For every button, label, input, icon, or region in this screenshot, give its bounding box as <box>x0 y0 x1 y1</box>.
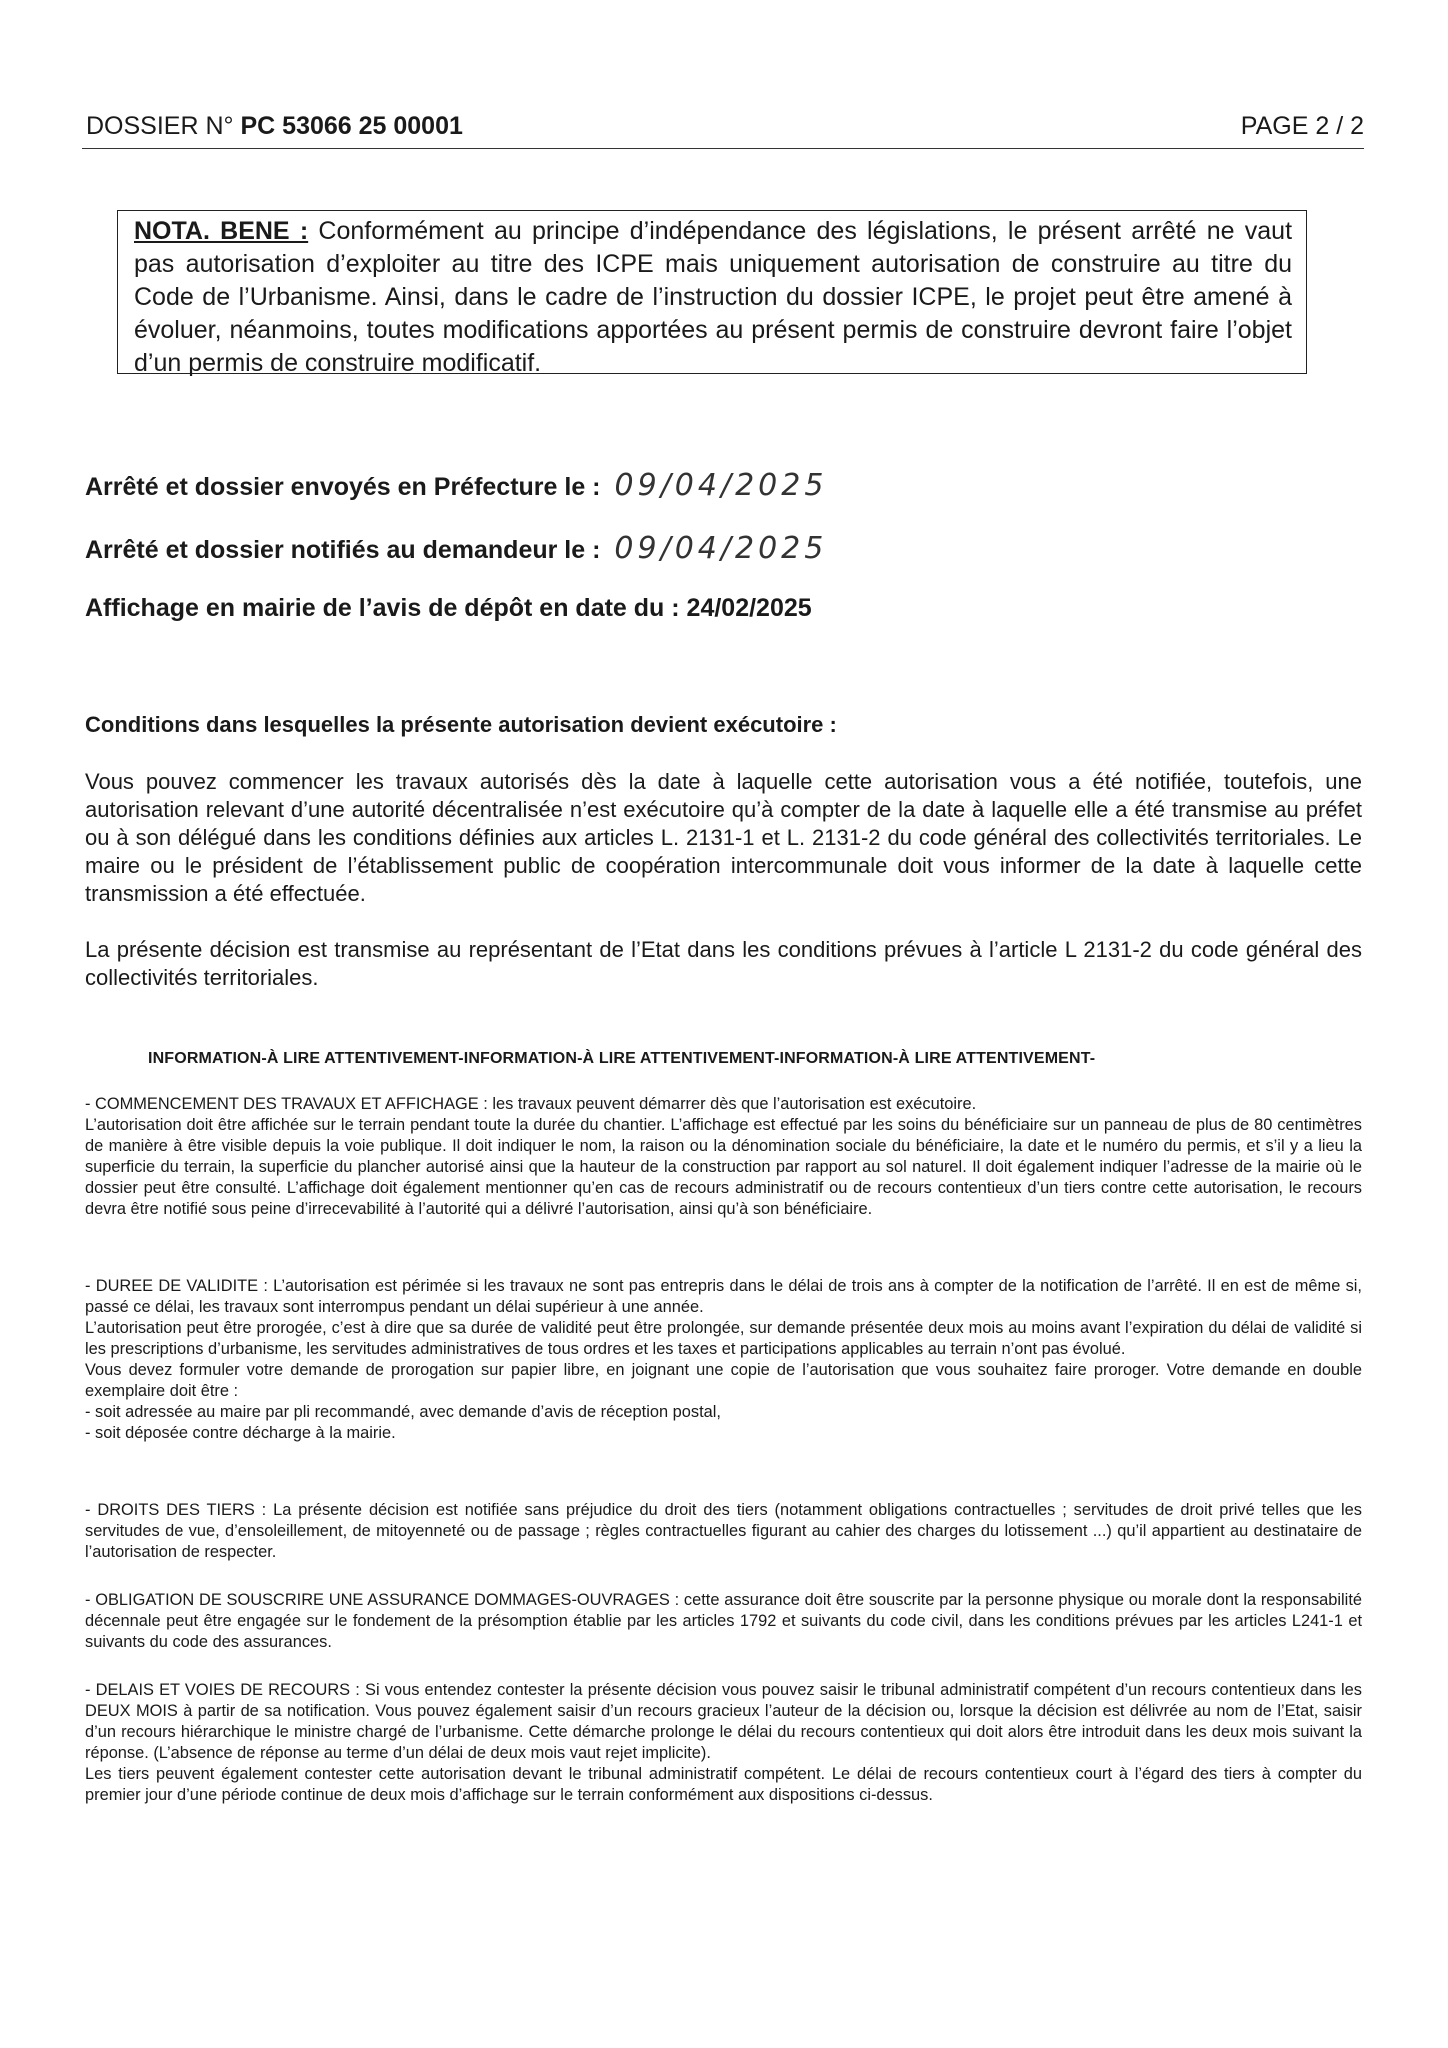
prefecture-label: Arrêté et dossier envoyés en Préfecture le : <box>85 473 601 501</box>
dossier-label: DOSSIER N° <box>86 112 234 140</box>
demandeur-date-handwritten: 09/04/2025 <box>614 531 828 566</box>
affichage-date: 24/02/2025 <box>686 594 812 622</box>
nota-bene-lead: NOTA. BENE : <box>134 217 309 245</box>
droits-tiers-section: - DROITS DES TIERS : La présente décision est notifiée sans préjudice du droit des tiers (notamment obligations contractuelles ; servitudes de droit privé telles que les servitudes de vue, d’ensoleillement, de mitoyenneté ou de passage ; règles contractuelles figurant au cahier des charges du lotissement ...) qu’il appartient au destinataire de l’autorisation de respecter. <box>85 1501 1362 1561</box>
conditions-title: Conditions dans lesquelles la présente autorisation devient exécutoire : <box>85 712 837 737</box>
dossier-number: PC 53066 25 00001 <box>240 112 463 140</box>
validite-demande: Vous devez formuler votre demande de prorogation sur papier libre, en joignant une copie de l’autorisation que vous souhaitez faire proroger. Votre demande en double exemplaire doit être : <box>85 1361 1362 1400</box>
validite-prorogation: L’autorisation peut être prorogée, c’est à dire que sa durée de validité peut être prolongée, sur demande présentée deux mois au moins avant l’expiration du délai de validité si les prescriptions d’urbanisme, les servitudes administratives de tous ordres et les taxes et participations applicables au terrain n’ont pas évolué. <box>85 1319 1362 1358</box>
assurance-section: - OBLIGATION DE SOUSCRIRE UNE ASSURANCE DOMMAGES-OUVRAGES : cette assurance doit être souscrite par la personne physique ou morale dont la responsabilité décennale peut être engagée sur le fondement de la présomption établie par les articles 1792 et suivants du code civil, dans les conditions prévues par les articles L241-1 et suivants du code des assurances. <box>85 1591 1362 1651</box>
validite-option-2: - soit déposée contre décharge à la mairie. <box>85 1424 396 1442</box>
validite-section <box>85 1276 1362 1444</box>
recours-text: - DELAIS ET VOIES DE RECOURS : Si vous entendez contester la présente décision vous pouvez saisir le tribunal administratif compétent d’un recours contentieux dans les DEUX MOIS à partir de sa notification. Vous pouvez également saisir d’un recours gracieux l’auteur de la décision ou, lorsque la décision est délivrée au nom de l’Etat, saisir d’un recours hiérarchique le ministre chargé de l’urbanisme. Cette démarche prolonge le délai du recours contentieux qui doit alors être introduit dans les deux mois suivant la réponse. (L’absence de réponse au terme d’un délai de deux mois vaut rejet implicite). <box>85 1681 1362 1762</box>
page-header <box>82 110 1364 149</box>
affichage-label: Affichage en mairie de l’avis de dépôt en date du : <box>85 594 680 622</box>
commencement-section <box>85 1094 1362 1220</box>
page-number: PAGE 2 / 2 <box>1240 112 1364 140</box>
recours-tiers-text: Les tiers peuvent également contester cette autorisation devant le tribunal administratif compétent. Le délai de recours contentieux court à l’égard des tiers à compter du premier jour d’une période continue de deux mois d’affichage sur le terrain conformément aux dispositions ci-dessus. <box>85 1765 1362 1804</box>
commencement-heading: - COMMENCEMENT DES TRAVAUX ET AFFICHAGE : les travaux peuvent démarrer dès que l’autorisation est exécutoire. <box>85 1095 977 1113</box>
nota-bene-box <box>117 210 1307 377</box>
affichage-line <box>85 594 812 623</box>
validite-option-1: - soit adressée au maire par pli recommandé, avec demande d’avis de réception postal, <box>85 1403 721 1421</box>
demandeur-line <box>85 531 827 566</box>
conditions-paragraph-1: Vous pouvez commencer les travaux autorisés dès la date à laquelle cette autorisation vous a été notifiée, toutefois, une autorisation relevant d’une autorité décentralisée n’est exécutoire qu’à compter de la date à laquelle elle a été transmise au préfet ou à son délégué dans les conditions définies aux articles L. 2131-1 et L. 2131-2 du code général des collectivités territoriales. Le maire ou le président de l’établissement public de coopération intercommunale doit vous informer de la date à laquelle cette transmission a été effectuée. <box>85 769 1362 906</box>
dossier-reference <box>86 112 463 141</box>
prefecture-line <box>85 468 827 503</box>
information-banner: INFORMATION-À LIRE ATTENTIVEMENT-INFORMATION-À LIRE ATTENTIVEMENT-INFORMATION-À LIRE ATTENTIVEMENT- <box>148 1050 1096 1067</box>
recours-section <box>85 1680 1362 1806</box>
nota-bene-text: Conformément au principe d’indépendance des législations, le présent arrêté ne vaut pas autorisation d’exploiter au titre des ICPE mais uniquement autorisation de construire au titre du Code de l’Urbanisme. Ainsi, dans le cadre de l’instruction du dossier ICPE, le projet peut être amené à évoluer, néanmoins, toutes modifications apportées au présent permis de construire devront faire l’objet d’un permis de construire modificatif. <box>134 217 1293 377</box>
prefecture-date-handwritten: 09/04/2025 <box>614 468 828 503</box>
validite-heading: - DUREE DE VALIDITE : L’autorisation est périmée si les travaux ne sont pas entrepris dans le délai de trois ans à compter de la notification de l’arrêté. Il en est de même si, passé ce délai, les travaux sont interrompus pendant un délai supérieur à une année. <box>85 1277 1362 1316</box>
commencement-text: L’autorisation doit être affichée sur le terrain pendant toute la durée du chantier. L’affichage est effectué par les soins du bénéficiaire sur un panneau de plus de 80 centimètres de manière à être visible depuis la voie publique. Il doit indiquer le nom, la raison ou la dénomination sociale du bénéficiaire, la date et le numéro du permis, et s’il y a lieu la superficie du terrain, la superficie du plancher autorisé ainsi que la hauteur de la construction par rapport au sol naturel. Il doit également indiquer l’adresse de la mairie où le dossier peut être consulté. L’affichage doit également mentionner qu’en cas de recours administratif ou de recours contentieux d’un tiers contre cette autorisation, le recours devra être notifié sous peine d’irrecevabilité à l’autorité qui a délivré l’autorisation, ainsi qu’à son bénéficiaire. <box>85 1116 1362 1218</box>
demandeur-label: Arrêté et dossier notifiés au demandeur le : <box>85 536 601 564</box>
conditions-paragraph-2: La présente décision est transmise au représentant de l’Etat dans les conditions prévues à l’article L 2131-2 du code général des collectivités territoriales. <box>85 937 1362 990</box>
